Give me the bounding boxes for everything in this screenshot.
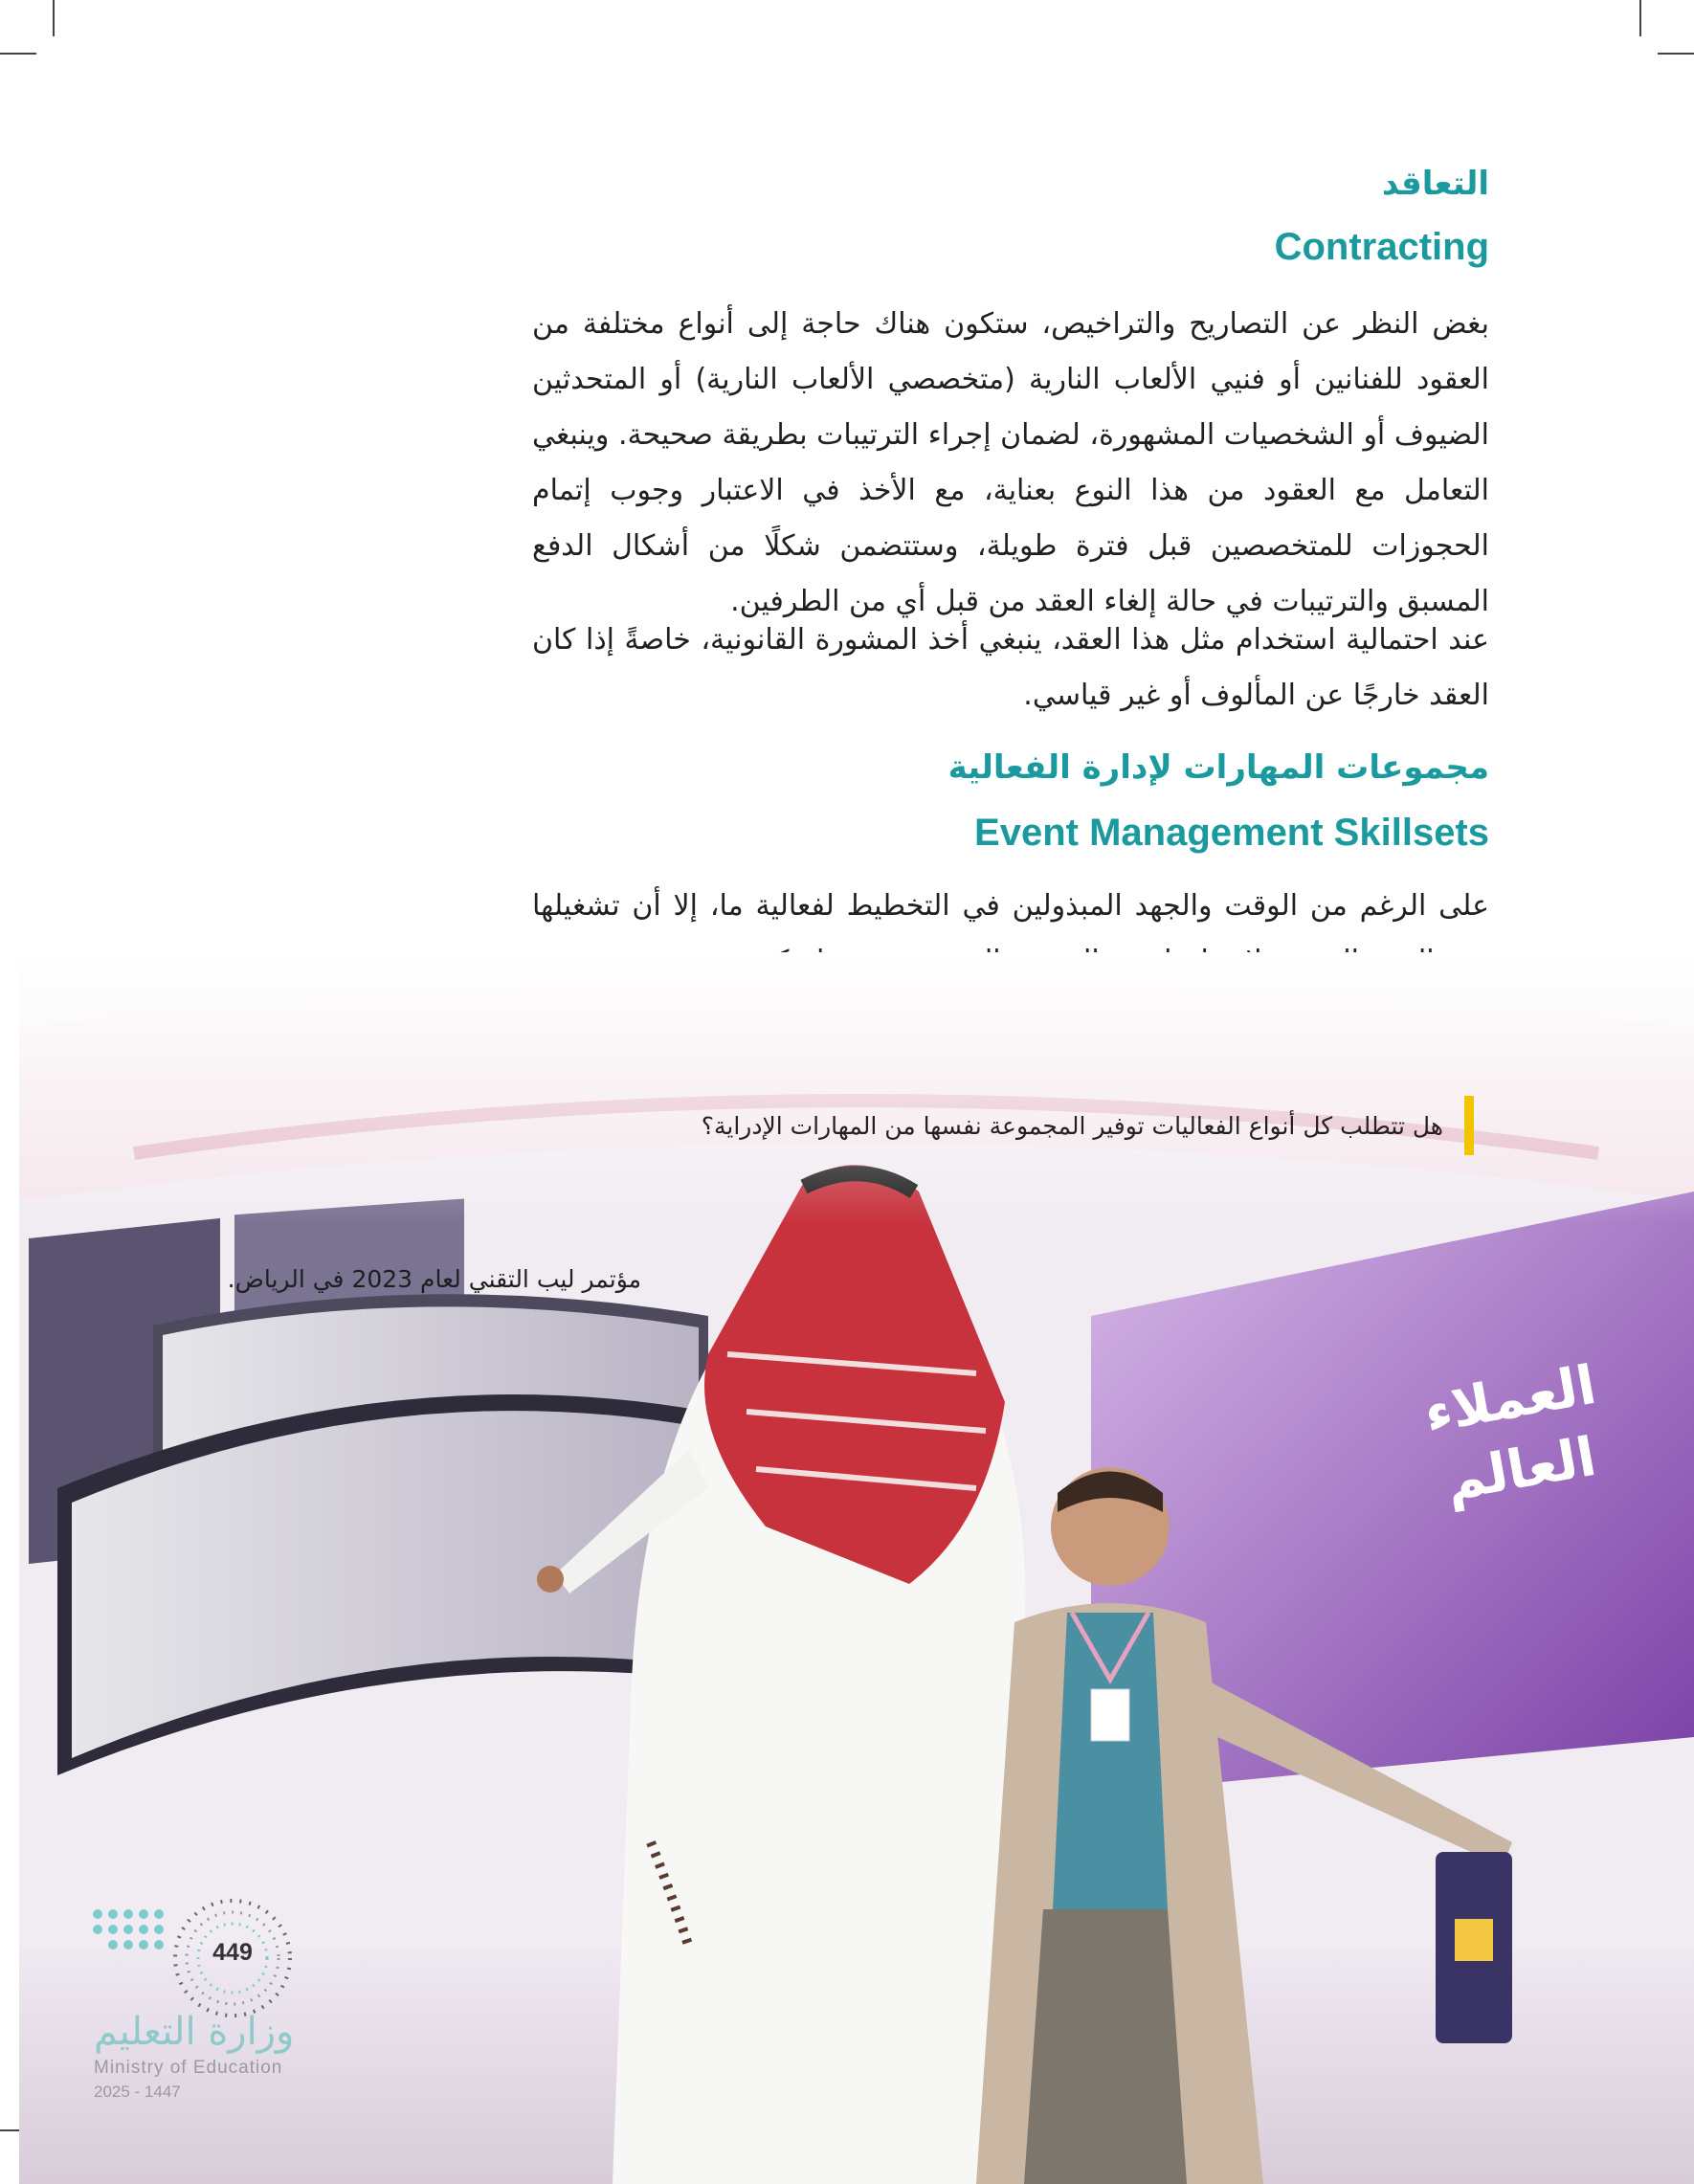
question-bar bbox=[1464, 1096, 1474, 1155]
section-title-ar: مجموعات المهارات لإدارة الفعالية bbox=[947, 748, 1489, 787]
crop-mark bbox=[53, 0, 55, 36]
paragraph: على الرغم من الوقت والجهد المبذولين في التخطيط لفعالية ما، إلا أن تشغيلها bbox=[532, 889, 1489, 923]
crop-mark bbox=[1639, 0, 1641, 36]
page-number: 449 bbox=[212, 1939, 253, 1966]
ministry-year: 2025 - 1447 bbox=[94, 2083, 181, 2101]
ministry-name-ar: وزارة التعليم bbox=[94, 2010, 295, 2054]
section-title-en: Event Management Skillsets bbox=[974, 812, 1489, 854]
section-title-ar: التعاقد bbox=[1381, 165, 1489, 203]
crop-mark bbox=[0, 53, 36, 55]
crop-mark bbox=[1658, 53, 1694, 55]
section-title-en: Contracting bbox=[1274, 226, 1489, 268]
ministry-name-en: Ministry of Education bbox=[94, 2058, 283, 2078]
question-callout bbox=[574, 1091, 1474, 1160]
photo-caption: مؤتمر ليب التقني لعام 2023 في الرياض. bbox=[227, 1265, 641, 1293]
paragraph: عند احتمالية استخدام مثل هذا العقد، ينبغي أخذ المشورة القانونية، خاصةً إذا كان العقد خارجًا عن المألوف أو غير قياسي. bbox=[532, 623, 1489, 712]
question-text: هل تتطلب كل أنواع الفعاليات توفير المجموعة نفسها من المهارات الإدراية؟ bbox=[701, 1111, 1443, 1140]
paragraph: بغض النظر عن التصاريح والتراخيص، ستكون هناك حاجة إلى أنواع مختلفة من العقود للفنانين أو فنيي الألعاب النارية (متخصصي الألعاب النارية) أو المتحدثين الضيوف أو الشخصيات المشهورة، لضمان إجراء الترتيبات بطريقة صحيحة. وينبغي التعامل مع العقود من هذا النوع بعناية، مع الأخذ في الاعتبار وجوب إتمام الحجوزات للمتخصصين قبل فترة طويلة، وستتضمن شكلًا من أشكال الدفع المسبق والترتيبات في حالة إلغاء العقد من قبل أي من الطرفين. bbox=[532, 307, 1489, 618]
